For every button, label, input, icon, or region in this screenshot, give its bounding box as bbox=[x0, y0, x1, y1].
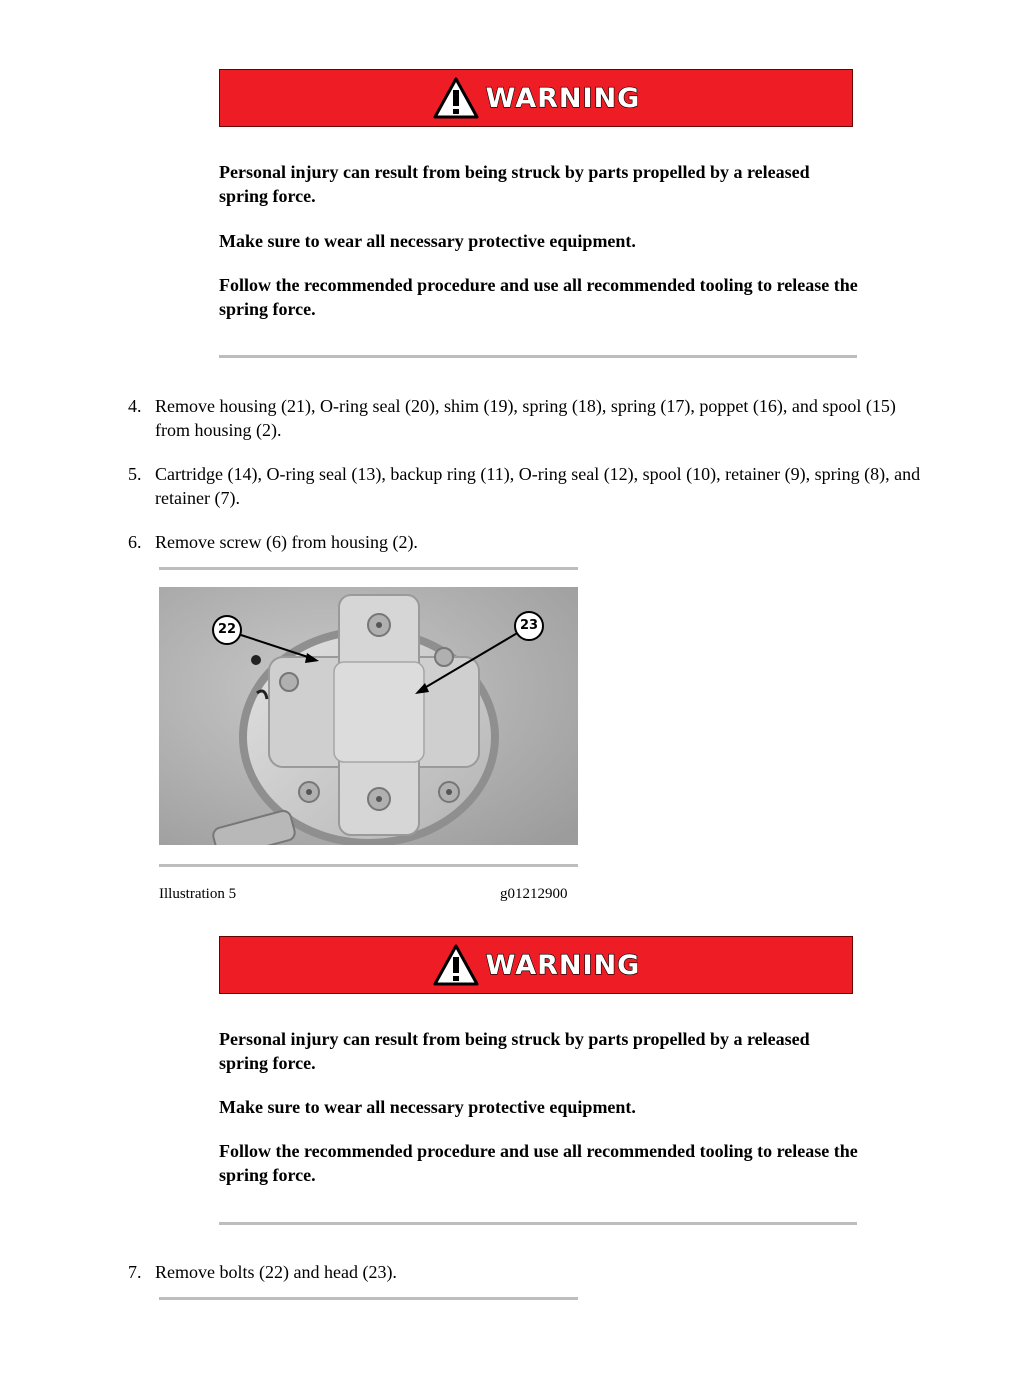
step-text: Cartridge (14), O-ring seal (13), backup ring (11), O-ring seal (12), spool (10), retainer (9), spring (8), and retainer (7). bbox=[155, 464, 921, 508]
warning-text: Follow the recommended procedure and use all recommended tooling to release the spring force. bbox=[219, 1141, 858, 1185]
divider bbox=[159, 1297, 578, 1300]
divider bbox=[219, 1222, 857, 1225]
warning-text: Make sure to wear all necessary protective equipment. bbox=[219, 231, 636, 251]
step-number: 6. bbox=[128, 532, 142, 552]
divider bbox=[159, 567, 578, 570]
divider bbox=[159, 864, 578, 867]
step-item bbox=[128, 1260, 928, 1284]
warning-text: Personal injury can result from being struck by parts propelled by a released spring force. bbox=[219, 1029, 810, 1073]
warning-text: Personal injury can result from being struck by parts propelled by a released spring force. bbox=[219, 162, 810, 206]
callout-22: 22 bbox=[217, 622, 237, 637]
warning-label: WARNING bbox=[485, 949, 641, 981]
step-number: 5. bbox=[128, 464, 142, 484]
illustration-id: g01212900 bbox=[500, 886, 568, 902]
illustration-photo bbox=[159, 587, 578, 845]
illustration-caption: Illustration 5 bbox=[159, 886, 237, 902]
warning-banner bbox=[219, 936, 853, 994]
warning-banner bbox=[219, 69, 853, 127]
callout-23: 23 bbox=[519, 618, 539, 633]
warning-triangle-icon bbox=[432, 943, 480, 987]
step-text: Remove screw (6) from housing (2). bbox=[155, 532, 418, 552]
warning-text: Follow the recommended procedure and use all recommended tooling to release the spring force. bbox=[219, 275, 858, 319]
step-item bbox=[128, 394, 928, 442]
warning-label: WARNING bbox=[485, 82, 641, 114]
step-number: 7. bbox=[128, 1262, 142, 1282]
warning-triangle-icon bbox=[432, 76, 480, 120]
step-number: 4. bbox=[128, 396, 142, 416]
step-text: Remove bolts (22) and head (23). bbox=[155, 1262, 397, 1282]
divider bbox=[219, 355, 857, 358]
step-item bbox=[128, 530, 928, 554]
step-item bbox=[128, 462, 928, 510]
warning-text: Make sure to wear all necessary protective equipment. bbox=[219, 1097, 636, 1117]
step-text: Remove housing (21), O-ring seal (20), shim (19), spring (18), spring (17), poppet (16), and spool (15) from housing (2). bbox=[155, 396, 896, 440]
